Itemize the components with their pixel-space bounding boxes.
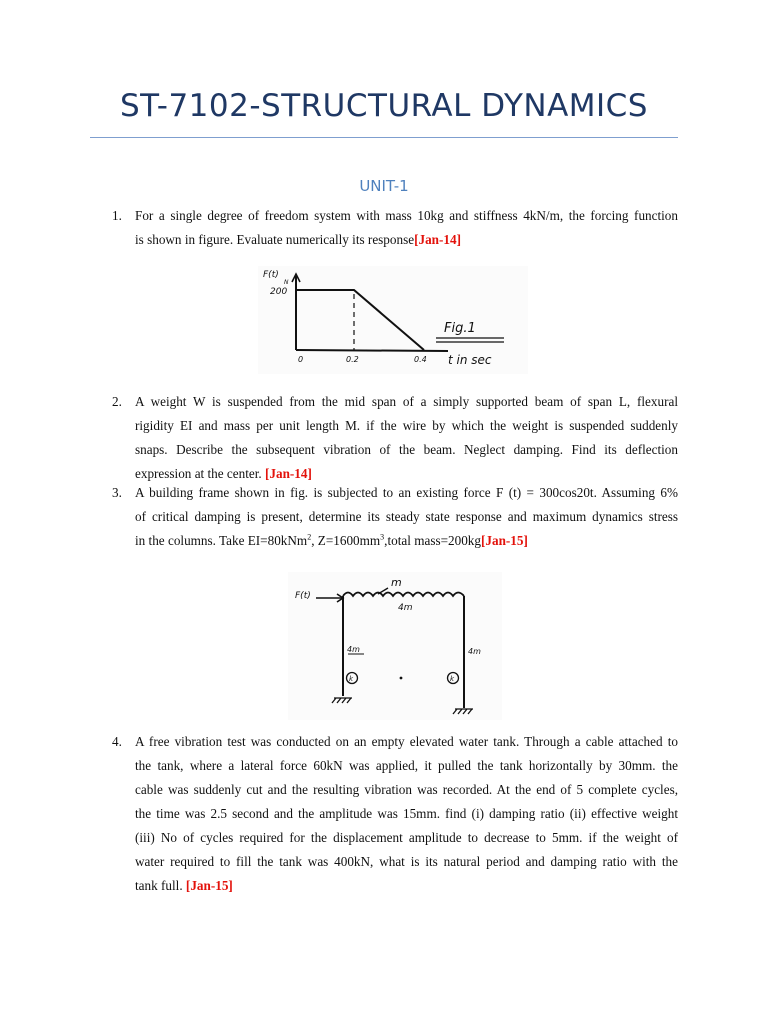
y-value-label: 200 bbox=[270, 287, 288, 297]
question-line bbox=[135, 878, 678, 894]
question-text: ,total mass=200kg bbox=[384, 533, 481, 548]
x-axis bbox=[296, 350, 448, 351]
question-line: For a single degree of freedom system with mass 10kg and stiffness 4kN/m, the forcing function bbox=[135, 208, 678, 223]
question-line: rigidity EI and mass per unit length M. if the wire by which the weight is suspended suddenly bbox=[135, 418, 678, 433]
question-line bbox=[135, 533, 678, 549]
question-line: of critical damping is present, determine its steady state response and maximum dynamics stress bbox=[135, 509, 678, 524]
x-axis-label: t in sec bbox=[448, 353, 492, 367]
question-number: 2. bbox=[112, 394, 122, 409]
question-line: the time was 2.5 second and the amplitude was 15mm. find (i) damping ratio (ii) effective weight bbox=[135, 806, 678, 821]
question-line: A building frame shown in fig. is subjected to an existing force F (t) = 300cos20t. Assuming 6% bbox=[135, 485, 678, 500]
question-line: A weight W is suspended from the mid span of a simply supported beam of span L, flexural bbox=[135, 394, 678, 409]
question-text: expression at the center. bbox=[135, 466, 265, 481]
question-line bbox=[135, 232, 678, 248]
question-line: water required to fill the tank was 400kN, what is its natural period and damping ratio with the bbox=[135, 854, 678, 869]
right-stiffness-label: k bbox=[450, 675, 455, 683]
figure-caption: Fig.1 bbox=[444, 321, 476, 336]
question-number: 4. bbox=[112, 734, 122, 749]
exam-tag: [Jan-14] bbox=[414, 232, 461, 247]
exam-tag: [Jan-15] bbox=[481, 533, 528, 548]
left-height-label: 4m bbox=[347, 645, 360, 654]
question-line: snaps. Describe the subsequent vibration of the beam. Neglect damping. Find its deflection bbox=[135, 442, 678, 457]
question-line: A free vibration test was conducted on an empty elevated water tank. Through a cable attached to bbox=[135, 734, 678, 749]
force-label: F(t) bbox=[295, 591, 311, 601]
superscript: 3 bbox=[380, 532, 385, 542]
right-height-label: 4m bbox=[468, 647, 481, 656]
question-line: the tank, where a lateral force 60kN was applied, it pulled the tank horizontally by 30mm. the bbox=[135, 758, 678, 773]
question-line bbox=[135, 466, 678, 482]
question-number: 1. bbox=[112, 208, 122, 223]
unit-heading: UNIT-1 bbox=[359, 177, 409, 195]
question-text: is shown in figure. Evaluate numerically its response bbox=[135, 232, 415, 247]
dot-mark bbox=[400, 677, 403, 680]
question-text: , Z=1600mm bbox=[311, 533, 381, 548]
y-unit: N bbox=[284, 279, 289, 286]
mass-label: m bbox=[391, 576, 402, 589]
exam-tag: [Jan-15] bbox=[185, 878, 233, 893]
y-label: F(t) bbox=[263, 270, 279, 280]
x-tick-label: 0.4 bbox=[414, 355, 427, 364]
question-text: in the columns. Take EI=80kNm bbox=[135, 533, 308, 548]
x-tick-label: 0.2 bbox=[346, 355, 359, 364]
forcing-function-figure bbox=[258, 266, 528, 374]
superscript: 2 bbox=[307, 532, 312, 542]
question-text: tank full. bbox=[135, 878, 186, 893]
question-number: 3. bbox=[112, 485, 122, 500]
title-underline bbox=[90, 137, 678, 138]
page-title: ST-7102-STRUCTURAL DYNAMICS bbox=[120, 88, 648, 124]
x-tick-label: 0 bbox=[298, 355, 304, 364]
left-stiffness-label: k bbox=[349, 675, 354, 683]
exam-tag: [Jan-14] bbox=[265, 466, 312, 481]
question-line: cable was suddenly cut and the resulting vibration was recorded. At the end of 5 complete cycles, bbox=[135, 782, 678, 797]
beam-span-label: 4m bbox=[398, 603, 413, 613]
question-line: (iii) No of cycles required for the displacement amplitude to decrease to 5mm. if the weight of bbox=[135, 830, 678, 845]
building-frame-figure bbox=[288, 572, 502, 720]
